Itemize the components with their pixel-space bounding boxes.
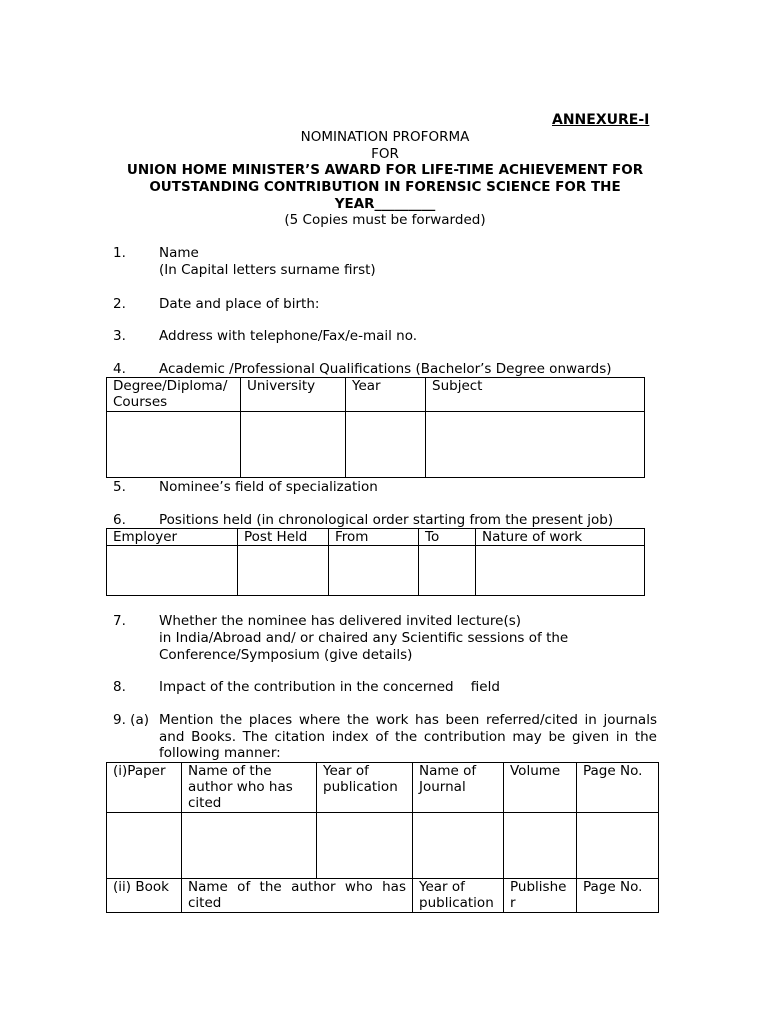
award-title-line1: UNION HOME MINISTER’S AWARD FOR LIFE-TIME ACHIEVEMENT FOR: [126, 162, 644, 178]
qualifications-header-university: University: [241, 378, 346, 412]
item-2-number: 2.: [113, 296, 126, 312]
book-header-page: Page No.: [577, 879, 659, 913]
qualifications-table: [106, 377, 645, 478]
qualifications-cell[interactable]: [241, 412, 346, 478]
citations-cell[interactable]: [107, 813, 182, 879]
qualifications-header-degree: Degree/Diploma/ Courses: [107, 378, 241, 412]
citations-header-book: (ii) Book: [107, 879, 182, 913]
qualifications-cell[interactable]: [346, 412, 426, 478]
item-1-label: Name: [159, 245, 199, 261]
positions-header-from: From: [329, 529, 419, 546]
citations-header-author: Name of the author who has cited: [182, 763, 317, 813]
positions-table: [106, 528, 645, 596]
citations-header-page: Page No.: [577, 763, 659, 813]
item-5-number: 5.: [113, 479, 126, 495]
qualifications-header-year: Year: [346, 378, 426, 412]
positions-cell[interactable]: [329, 546, 419, 596]
citations-cell[interactable]: [413, 813, 504, 879]
citations-cell[interactable]: [182, 813, 317, 879]
item-3-number: 3.: [113, 328, 126, 344]
positions-header-employer: Employer: [107, 529, 238, 546]
item-4-number: 4.: [113, 361, 126, 377]
item-8-label: Impact of the contribution in the concerned field: [159, 679, 500, 695]
book-header-year: Year of publication: [413, 879, 504, 913]
proforma-title: NOMINATION PROFORMA: [300, 129, 470, 145]
item-9-number: 9. (a): [113, 712, 149, 728]
positions-cell[interactable]: [107, 546, 238, 596]
qualifications-cell[interactable]: [107, 412, 241, 478]
copies-note: (5 Copies must be forwarded): [284, 212, 486, 228]
item-1-sublabel: (In Capital letters surname first): [159, 262, 376, 278]
qualifications-cell[interactable]: [426, 412, 645, 478]
citations-cell[interactable]: [577, 813, 659, 879]
positions-cell[interactable]: [476, 546, 645, 596]
item-7-line1: Whether the nominee has delivered invited lecture(s): [159, 613, 522, 629]
book-header-publisher: Publisher: [504, 879, 577, 913]
item-6-label: Positions held (in chronological order starting from the present job): [159, 512, 614, 528]
item-9-paragraph: Mention the places where the work has been referred/cited in journals and Books. The citation index of the contribution may be given in the following manner:: [159, 712, 657, 761]
positions-cell[interactable]: [419, 546, 476, 596]
qualifications-header-subject: Subject: [426, 378, 645, 412]
item-7-line3: Conference/Symposium (give details): [159, 647, 413, 663]
award-title-line3: YEAR_________: [334, 196, 436, 212]
positions-header-post: Post Held: [238, 529, 329, 546]
item-5-label: Nominee’s field of specialization: [159, 479, 378, 495]
citations-cell[interactable]: [317, 813, 413, 879]
citations-cell[interactable]: [504, 813, 577, 879]
citations-table: [106, 762, 659, 913]
book-header-author: Name of the author who has cited: [182, 879, 413, 913]
item-7-line2: in India/Abroad and/ or chaired any Scientific sessions of the: [159, 630, 569, 646]
citations-header-paper: (i)Paper: [107, 763, 182, 813]
positions-header-to: To: [419, 529, 476, 546]
item-1-number: 1.: [113, 245, 126, 261]
award-title-line2: OUTSTANDING CONTRIBUTION IN FORENSIC SCIENCE FOR THE: [149, 179, 621, 195]
positions-header-nature: Nature of work: [476, 529, 645, 546]
item-6-number: 6.: [113, 512, 126, 528]
positions-cell[interactable]: [238, 546, 329, 596]
for-label: FOR: [371, 146, 399, 162]
citations-header-journal: Name of Journal: [413, 763, 504, 813]
item-4-label: Academic /Professional Qualifications (Bachelor’s Degree onwards): [159, 361, 612, 377]
item-8-number: 8.: [113, 679, 126, 695]
citations-header-volume: Volume: [504, 763, 577, 813]
citations-header-year: Year of publication: [317, 763, 413, 813]
item-3-label: Address with telephone/Fax/e-mail no.: [159, 328, 418, 344]
item-2-label: Date and place of birth:: [159, 296, 320, 312]
annexure-label: ANNEXURE-I: [552, 112, 650, 128]
item-7-number: 7.: [113, 613, 126, 629]
